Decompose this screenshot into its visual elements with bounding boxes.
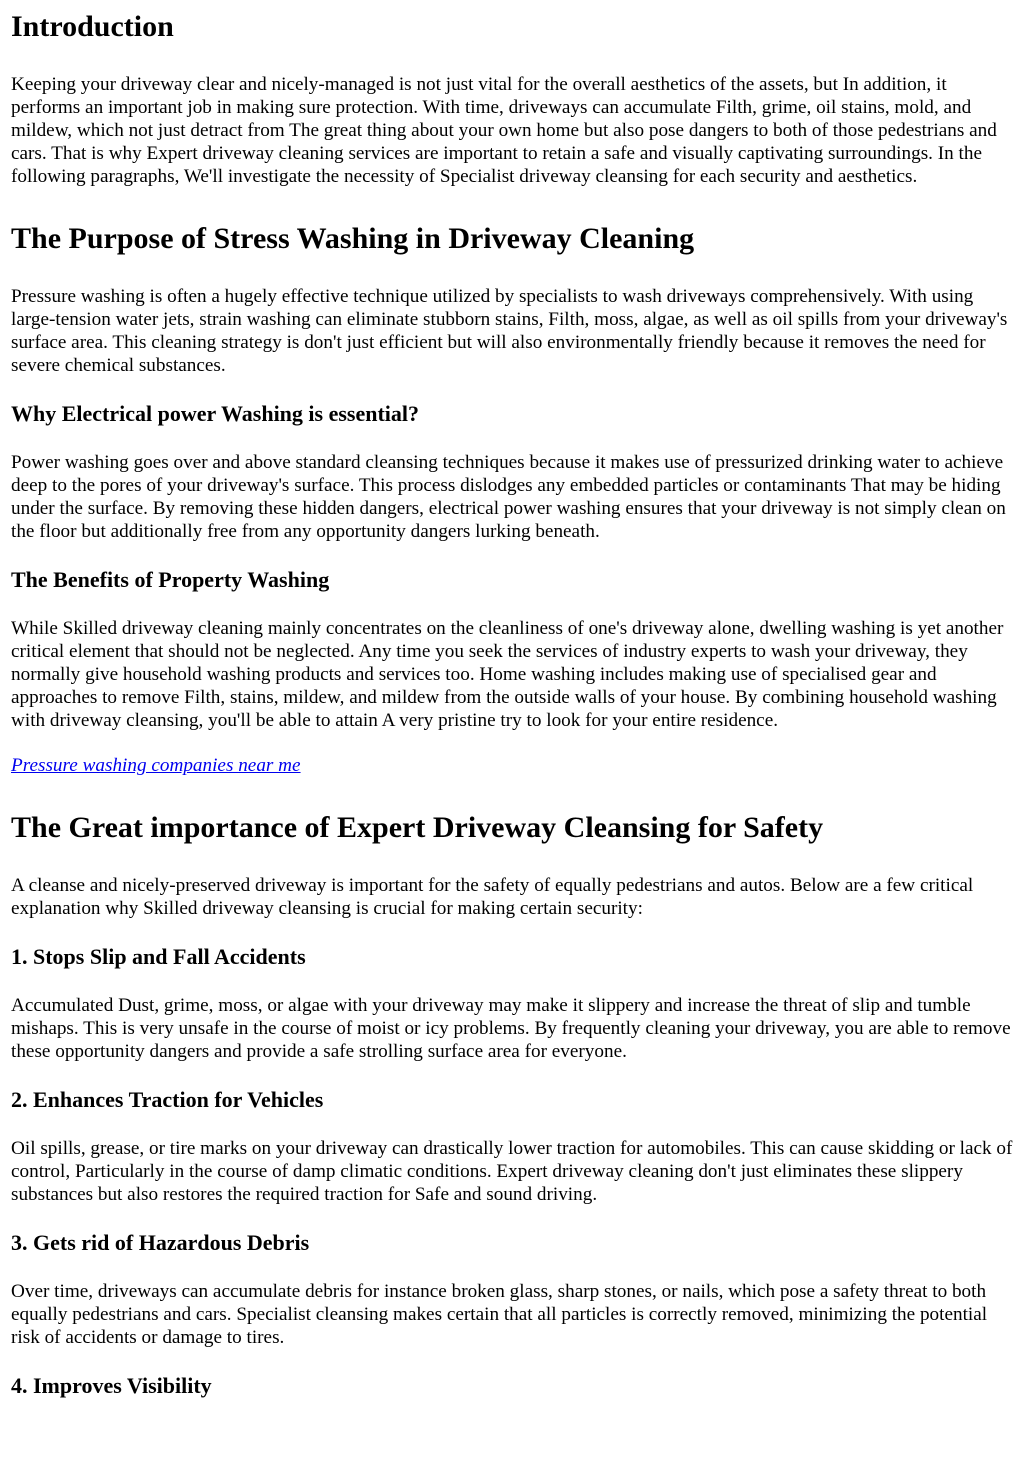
subheading-benefits-property-washing: The Benefits of Property Washing (11, 567, 330, 592)
paragraph-slip-fall: Accumulated Dust, grime, moss, or algae with your driveway may make it slippery and increase the threat of slip and tumble mishaps. This is very unsafe in the course of moist or icy problems. By frequently cleaning your driveway, you are able to remove these opportunity dangers and provide a safe strolling surface area for everyone. (11, 995, 1011, 1062)
paragraph-debris: Over time, driveways can accumulate debris for instance broken glass, sharp stones, or nails, which pose a safety threat to both equally pedestrians and cars. Specialist cleansing makes certain that all particles is correctly removed, minimizing the potential risk of accidents or damage to tires. (11, 1281, 988, 1348)
paragraph-pressure-washing-purpose: Pressure washing is often a hugely effective technique utilized by specialists to wash driveways comprehensively. With using large-tension water jets, strain washing can eliminate stubborn stains, Filth, moss, algae, as well as oil spills from your driveway's surface area. This cleaning strategy is don't just efficient but will also environmentally friendly because it removes the need for severe chemical substances. (11, 286, 1008, 376)
heading-pressure-washing-purpose: The Purpose of Stress Washing in Driveway Cleaning (11, 222, 695, 255)
subheading-slip-fall: 1. Stops Slip and Fall Accidents (11, 944, 306, 969)
paragraph-benefits-property-washing: While Skilled driveway cleaning mainly concentrates on the cleanliness of one's driveway alone, dwelling washing is yet another critical element that should not be neglected. Any time you seek the services of industry experts to wash your driveway, they normally give household washing products and services too. Home washing includes making use of specialised gear and approaches to remove Filth, stains, mildew, and mildew from the outside walls of your house. By combining household washing with driveway cleansing, you'll be able to attain A very pristine try to look for your entire residence. (11, 618, 1004, 731)
article (0, 10, 1024, 1399)
pressure-washing-link[interactable]: Pressure washing companies near me (11, 755, 301, 776)
link-paragraph (11, 754, 1014, 777)
heading-safety-importance: The Great importance of Expert Driveway Cleansing for Safety (11, 811, 824, 844)
subheading-visibility: 4. Improves Visibility (11, 1373, 212, 1398)
heading-introduction: Introduction (11, 10, 174, 43)
paragraph-safety-importance: A cleanse and nicely-preserved driveway is important for the safety of equally pedestrians and autos. Below are a few critical explanation why Skilled driveway cleansing is crucial for making certain security: (11, 875, 974, 919)
paragraph-why-power-washing: Power washing goes over and above standard cleansing techniques because it makes use of pressurized drinking water to achieve deep to the pores of your driveway's surface. This process dislodges any embedded particles or contaminants That may be hiding under the surface. By removing these hidden dangers, electrical power washing ensures that your driveway is not simply clean on the floor but additionally free from any opportunity dangers lurking beneath. (11, 452, 1006, 542)
paragraph-introduction: Keeping your driveway clear and nicely-managed is not just vital for the overall aesthetics of the assets, but In addition, it performs an important job in making sure protection. With time, driveways can accumulate Filth, grime, oil stains, mold, and mildew, which not just detract from The great thing about your own home but also pose dangers to both of those pedestrians and cars. That is why Expert driveway cleaning services are important to retain a safe and visually captivating surroundings. In the following paragraphs, We'll investigate the necessity of Specialist driveway cleansing for each security and aesthetics. (11, 74, 997, 187)
subheading-debris: 3. Gets rid of Hazardous Debris (11, 1230, 310, 1255)
paragraph-traction: Oil spills, grease, or tire marks on your driveway can drastically lower traction for automobiles. This can cause skidding or lack of control, Particularly in the course of damp climatic conditions. Expert driveway cleaning don't just eliminates these slippery substances but also restores the required traction for Safe and sound driving. (11, 1138, 1013, 1205)
subheading-traction: 2. Enhances Traction for Vehicles (11, 1087, 324, 1112)
subheading-why-power-washing: Why Electrical power Washing is essential? (11, 401, 420, 426)
